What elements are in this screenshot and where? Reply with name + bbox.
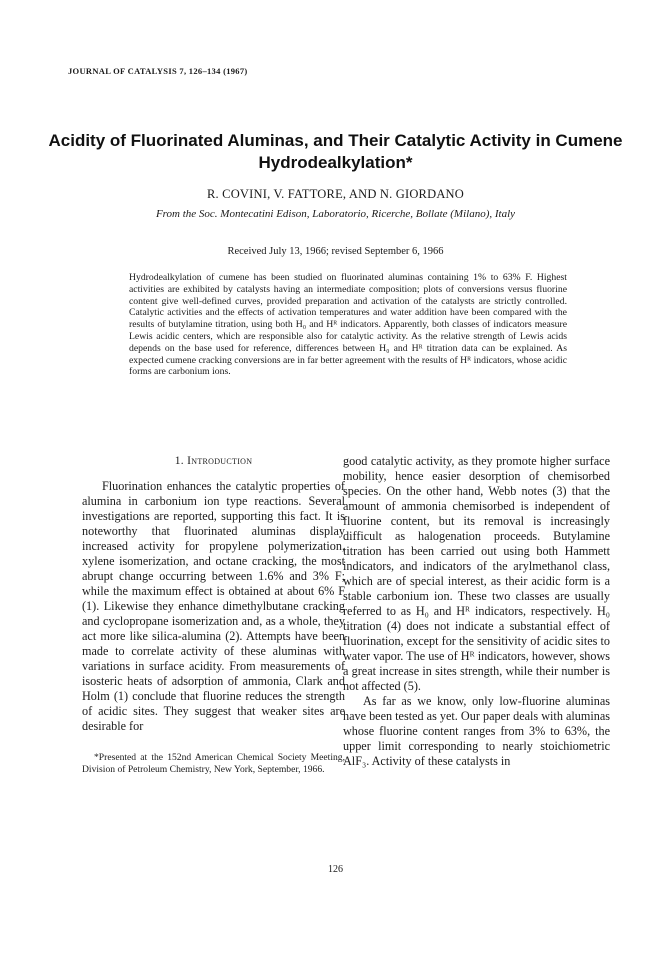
section-number: 1.: [174, 455, 184, 467]
section-heading: [82, 454, 345, 469]
section-title: Introduction: [187, 455, 253, 467]
left-column: [82, 454, 345, 776]
intro-paragraph-left: Fluorination enhances the catalytic properties of alumina in carbonium ion type reactions. Several investigations are reported, supporting this fact. It is noteworthy that fluorinated aluminas display increased activity for propylene polymerization, xylene isomerization, and octane cracking, the most abrupt change occurring between 1.6% and 3% F; while the maximum effect is obtained at about 6% F (1). Likewise they enhance dimethylbutane cracking and cyclopropane isomerization and, as a whole, they act more like silica-alumina (2). Attempts have been made to correlate activity of these aluminas with variations in surface acidity. From measurements of isosteric heats of adsorption of ammonia, Clark and Holm (1) conclude that fluorine reduces the strength of acidic sites. They suggest that weaker sites are desirable for: [82, 479, 345, 733]
page-number: 126: [328, 864, 343, 875]
right-column: [343, 454, 610, 769]
article-title: Acidity of Fluorinated Aluminas, and Their Catalytic Activity in Cumene Hydrodealkylation*: [48, 131, 623, 172]
footnote: *Presented at the 152nd American Chemical Society Meeting, Division of Petroleum Chemistry, New York, September, 1966.: [82, 752, 345, 775]
intro-paragraph-right-2: As far as we know, only low-fluorine aluminas have been tested as yet. Our paper deals with aluminas whose fluorine content ranges from 3% to 63%, the upper limit corresponding to nearly stoichiometric AlF₃. Activity of these catalysts in: [343, 694, 610, 768]
article-affiliation: From the Soc. Montecatini Edison, Laboratorio, Ricerche, Bollate (Milano), Italy: [155, 208, 516, 220]
article-authors: R. COVINI, V. FATTORE, AND N. GIORDANO: [206, 187, 465, 201]
journal-header: JOURNAL OF CATALYSIS 7, 126–134 (1967): [68, 66, 248, 76]
abstract: Hydrodealkylation of cumene has been studied on fluorinated aluminas containing 1% to 63% F. Highest activities are exhibited by catalysts having an intermediate composition; plots of conversions versus fluorine content give well-defined curves, provided preparation and activation of the catalysts are strictly controlled. Catalytic activities and the effects of activation temperatures and water addition have been compared with the results of butylamine titration, using both H₀ and Hᴿ indicators. Apparently, both classes of indicators measure Lewis acidic centers, which are responsible also for catalytic activity. As the relative strength of Lewis acids depends on the base used for reference, differences between H₀ and Hᴿ titration data can be explained. As expected cumene cracking conversions are in far better agreement with the results of Hᴿ indicators, whose acidic forms are carbonium ions.: [129, 272, 567, 378]
received-dates: Received July 13, 1966; revised September 6, 1966: [227, 246, 444, 257]
intro-paragraph-right-1: good catalytic activity, as they promote higher surface mobility, hence easier desorption of chemisorbed species. On the other hand, Webb notes (3) that the amount of ammonia chemisorbed is independent of fluorine content, but its removal is increasingly difficult as halogenation proceeds. Butylamine titration has been carried out using both Hammett indicators, and indicators of the arylmethanol class, which are of special interest, as their acidic form is a stable carbonium ion. These two classes are usually referred to as H₀ and Hᴿ indicators, respectively. H₀ titration (4) does not indicate a substantial effect of fluorination, except for the sensitivity of acidic sites to water vapor. The use of Hᴿ indicators, however, shows a great increase in sites strength, while their number is not affected (5).: [343, 454, 610, 693]
